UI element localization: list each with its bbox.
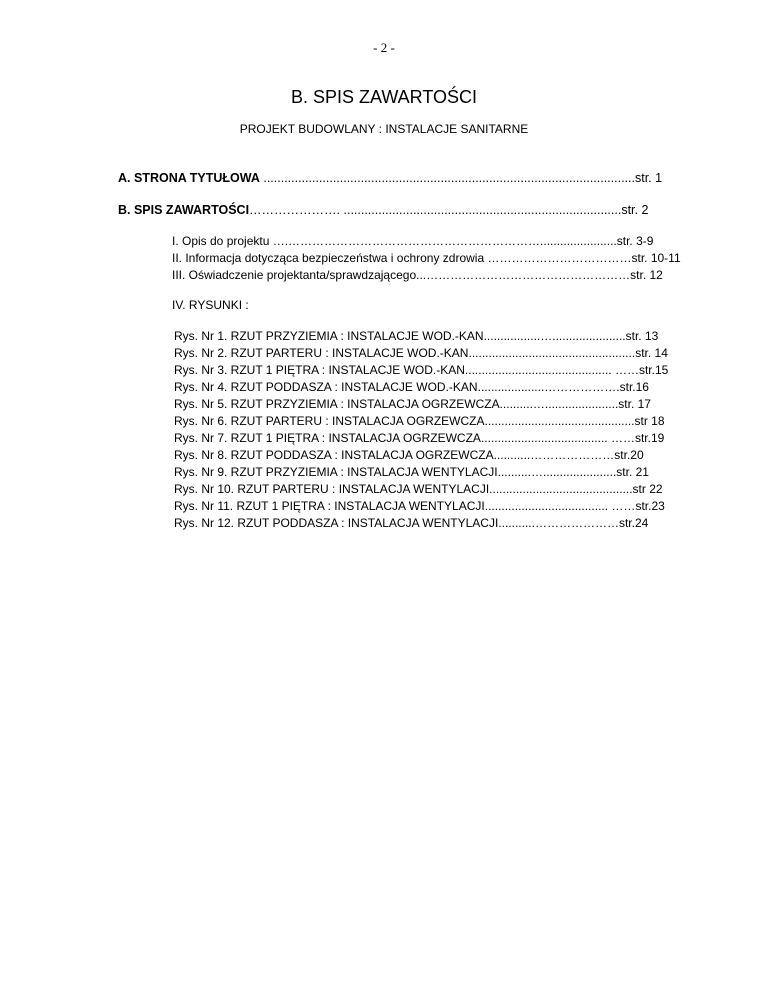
- drawing-entry-leader: ..................................... ……: [484, 499, 636, 513]
- drawing-entry-leader: ...................……………….: [480, 380, 620, 394]
- drawing-entry-page: str.20: [614, 448, 644, 462]
- drawing-entry-page: str.16: [619, 380, 649, 394]
- toc-sub-entry-leader: ...……………………………………………: [416, 268, 631, 282]
- drawing-entry-page: str.15: [638, 363, 669, 377]
- drawing-entry: [174, 362, 704, 379]
- toc-sub-entry-leader: ….……………………………………………………….......................: [272, 234, 617, 248]
- drawing-entry-page: str. 21: [616, 465, 649, 479]
- drawing-entry-page: str.19: [634, 431, 665, 445]
- description-section: [172, 233, 712, 284]
- drawing-entry: [174, 464, 704, 481]
- toc-entry-leader: …………………. ................................................................................: [249, 203, 622, 217]
- toc-entry-title-page: [118, 170, 684, 187]
- drawing-entry: [174, 396, 704, 413]
- drawings-list: [174, 328, 704, 532]
- page-number: - 2 -: [373, 40, 395, 55]
- drawing-entry-page: str. 17: [618, 397, 651, 411]
- drawing-entry-leader: ...................................... ……: [480, 431, 635, 445]
- document-subtitle: PROJEKT BUDOWLANY : INSTALACJE SANITARNE: [239, 122, 529, 136]
- drawing-entry-leader: ...........…………………: [498, 516, 619, 530]
- drawing-entry-leader: ........................................... ……: [468, 363, 639, 377]
- toc-sub-entry-text: I. Opis do projektu: [172, 234, 273, 248]
- toc-sub-entry-leader: ………………………………: [487, 251, 632, 265]
- drawing-entry: [174, 447, 704, 464]
- drawing-entry: [174, 498, 704, 515]
- toc-sub-entry: [172, 233, 712, 250]
- drawing-entry-page: str. 14: [635, 346, 668, 360]
- drawing-entry: [174, 430, 704, 447]
- drawing-entry-text: Rys. Nr 5. RZUT PRZYZIEMIA : INSTALACJA OGRZEWCZA: [174, 397, 500, 411]
- drawing-entry-text: Rys. Nr 3. RZUT 1 PIĘTRA : INSTALACJE WOD.-KAN.: [174, 363, 469, 377]
- drawing-entry-page: str.24: [618, 516, 649, 530]
- drawing-entry-text: Rys. Nr 4. RZUT PODDASZA : INSTALACJE WOD.-KAN.: [174, 380, 481, 394]
- drawing-entry: [174, 379, 704, 396]
- toc-sub-entry-page: str. 3-9: [616, 234, 654, 248]
- toc-entry-page: str. 2: [621, 203, 649, 217]
- toc-sub-entry-text: II. Informacja dotycząca bezpieczeństwa i ochrony zdrowia: [172, 251, 488, 265]
- drawing-entry-text: Rys. Nr 2. RZUT PARTERU : INSTALACJE WOD.-KAN.: [174, 346, 472, 360]
- drawing-entry-text: Rys. Nr 12. RZUT PODDASZA : INSTALACJA WENTYLACJI: [174, 516, 499, 530]
- drawing-entry: [174, 328, 704, 345]
- drawing-entry-page: str 22: [632, 482, 663, 496]
- drawing-entry-text: Rys. Nr 1. RZUT PRZYZIEMIA : INSTALACJE WOD.-KAN.: [174, 329, 487, 343]
- drawing-entry-text: Rys. Nr 11. RZUT 1 PIĘTRA : INSTALACJA WENTYLACJI: [174, 499, 485, 513]
- drawing-entry-leader: ..........…......................: [497, 465, 617, 479]
- toc-sub-entry-page: str. 12: [630, 268, 663, 282]
- drawing-entry-leader: ...........................................: [489, 482, 633, 496]
- drawing-entry-page: str. 13: [625, 329, 659, 343]
- drawing-entry-page: str.23: [635, 499, 665, 513]
- drawing-entry-leader: .............................................: [484, 414, 635, 428]
- drawing-entry-text: Rys. Nr 6. RZUT PARTERU : INSTALACJA OGRZEWCZA: [174, 414, 485, 428]
- toc-entry-leader: ...........................................................................................................: [259, 171, 635, 185]
- toc-sub-entry-page: str. 10-11: [631, 251, 681, 265]
- drawing-entry-text: Rys. Nr 9. RZUT PRZYZIEMIA : INSTALACJA WENTYLACJI: [174, 465, 498, 479]
- drawing-entry-text: Rys. Nr 10. RZUT PARTERU : INSTALACJA WENTYLACJI: [174, 482, 490, 496]
- toc-sub-entry: [172, 250, 712, 267]
- drawing-entry-leader: ..........…......................: [499, 397, 619, 411]
- toc-sub-entry-text: III. Oświadczenie projektanta/sprawdzającego: [172, 268, 417, 282]
- drawing-entry-leader: .................................................: [471, 346, 636, 360]
- drawing-entry-leader: ................…......................: [486, 329, 626, 343]
- toc-entry-label: A. STRONA TYTUŁOWA: [118, 171, 260, 185]
- drawing-entry-text: Rys. Nr 7. RZUT 1 PIĘTRA : INSTALACJA OGRZEWCZA: [174, 431, 481, 445]
- drawing-entry-page: str 18: [634, 414, 665, 428]
- toc-sub-entry: [172, 267, 712, 284]
- document-title: B. SPIS ZAWARTOŚCI: [290, 87, 478, 107]
- drawing-entry-text: Rys. Nr 8. RZUT PODDASZA : INSTALACJA OGRZEWCZA: [174, 448, 494, 462]
- drawing-entry-leader: ...........…………………: [493, 448, 615, 462]
- drawings-heading: IV. RYSUNKI :: [172, 298, 249, 312]
- toc-entry-contents: [118, 202, 684, 219]
- drawing-entry: [174, 515, 704, 532]
- drawing-entry: [174, 345, 704, 362]
- drawing-entry: [174, 481, 704, 498]
- toc-entry-label: B. SPIS ZAWARTOŚCI: [118, 203, 250, 217]
- drawing-entry: [174, 413, 704, 430]
- toc-entry-page: str. 1: [634, 171, 663, 185]
